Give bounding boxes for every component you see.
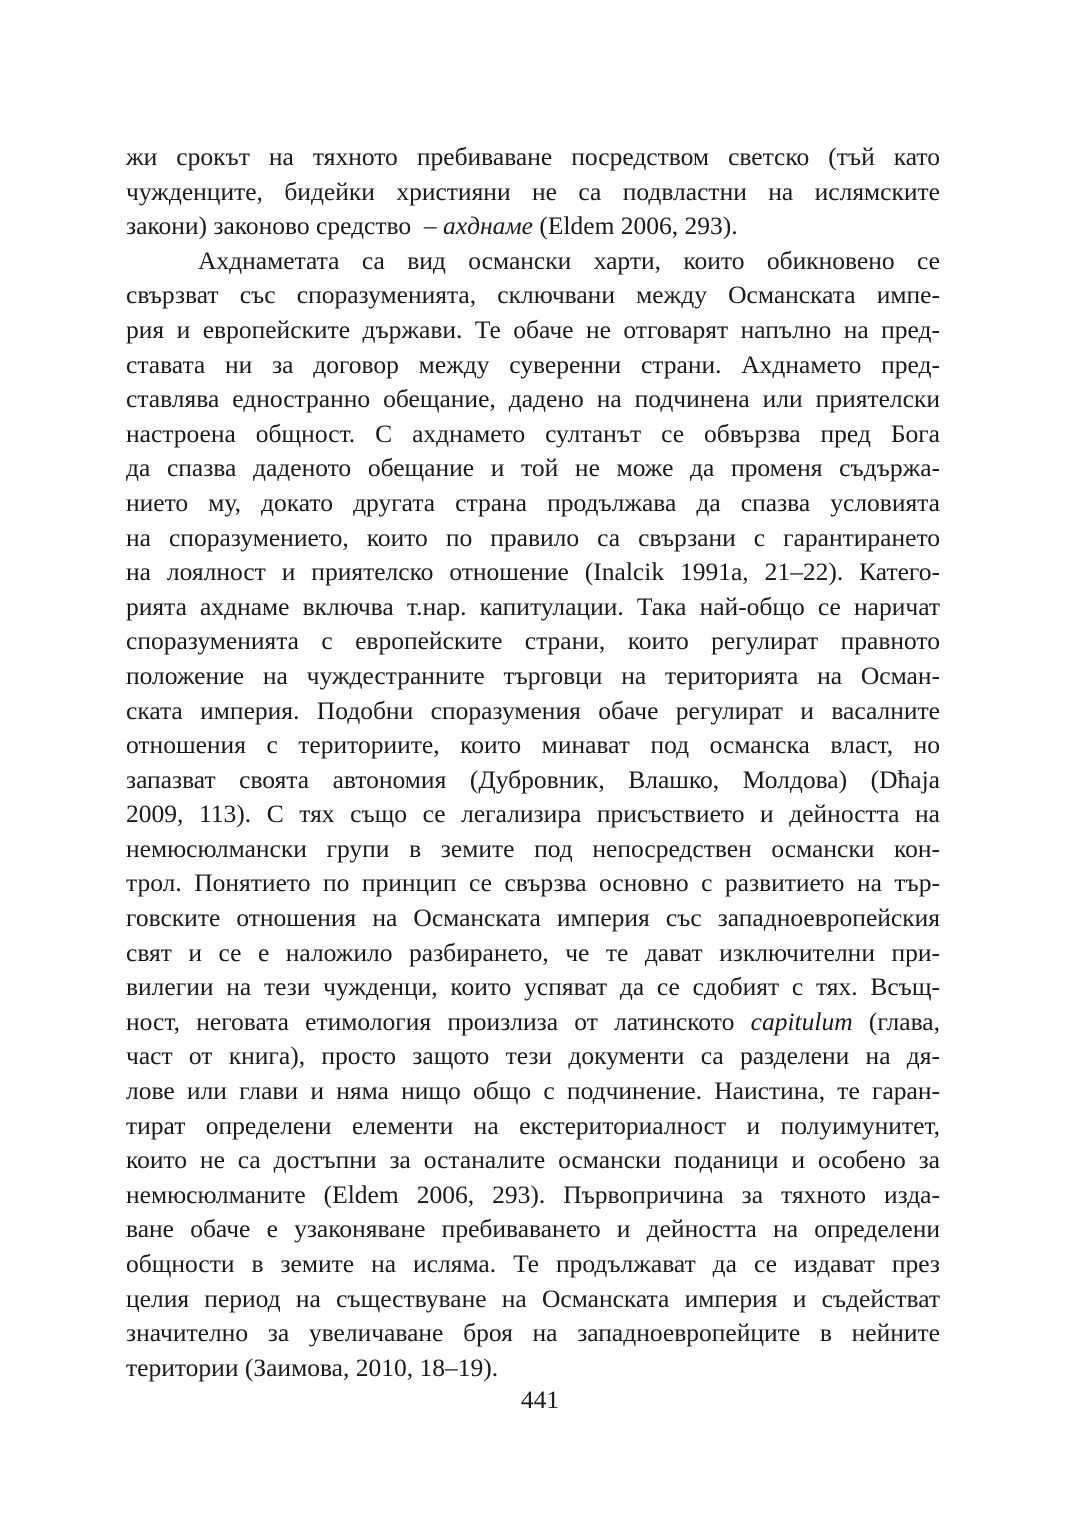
text-line: [126, 209, 940, 244]
text-line: Ахднаметата са вид османски харти, които обикновено се: [198, 245, 940, 275]
paragraph-2: [126, 244, 940, 1386]
text-line: лове или глави и няма нищо общо с подчинение. Наистина, те гаран-: [126, 1076, 940, 1106]
text-line: немюсюлманите (Eldem 2006, 293). Първопричина за тяхното изда-: [126, 1179, 940, 1209]
page-number: 441: [520, 1385, 560, 1414]
text-line: нието му, докато другата страна продължава да спазва условията: [126, 487, 940, 517]
text-line: свят и се е наложило разбирането, че те дават изключителни при-: [126, 937, 940, 967]
text-line: ската империя. Подобни споразумения обаче регулират и васалните: [126, 695, 940, 725]
text-line: вилегии на тези чужденци, които успяват да се сдобият с тях. Всъщ-: [126, 972, 940, 1002]
text-line: територии (Заимова, 2010, 18–19).: [126, 1352, 499, 1382]
text-line: ставата ни за договор между суверенни страни. Ахднамето пред-: [126, 349, 940, 379]
text-line: чужденците, бидейки християни не са подвластни на ислямските: [126, 176, 940, 206]
text-segment: (Eldem 2006, 293).: [532, 211, 738, 241]
text-line: отношения с териториите, които минават под османска власт, но: [126, 730, 940, 760]
italic-term: capitulum: [750, 1006, 853, 1036]
text-line: жи срокът на тяхното пребиваване посредством светско (тъй като: [126, 142, 940, 171]
text-line: които не са достъпни за останалите османски поданици и особено за: [126, 1145, 940, 1175]
text-line: общности в земите на исляма. Те продължават да се издават през: [126, 1249, 940, 1278]
text-line: целия период на съществуване на Османската империя и съдействат: [126, 1283, 940, 1313]
italic-term: ахднаме: [443, 211, 533, 241]
text-line: рията ахднаме включва т.нар. капитулации. Така най-общо се наричат: [126, 591, 940, 621]
text-line: 2009, 113). С тях също се легализира присъствието и дейността на: [126, 799, 940, 829]
text-segment: ност, неговата етимология произлиза от латинското: [126, 1006, 751, 1036]
text-line: запазват своята автономия (Дубровник, Влашко, Молдова) (Dħaja: [126, 764, 940, 794]
text-line: [126, 1005, 940, 1040]
text-line: споразуменията с европейските страни, които регулират правното: [126, 626, 940, 656]
text-line: рия и европейските държави. Те обаче не отговарят напълно на пред-: [126, 314, 940, 344]
text-line: значително за увеличаване броя на западноевропейците в нейните: [126, 1318, 940, 1348]
text-line: трол. Понятието по принцип се свързва основно с развитието на тър-: [126, 868, 940, 898]
text-line: положение на чуждестранните търговци на територията на Осман-: [126, 660, 940, 690]
text-line: част от книга), просто защото тези документи са разделени на дя-: [126, 1041, 940, 1071]
text-line: говските отношения на Османската империя със западноевропейския: [126, 903, 940, 933]
text-line: свързват със споразуменията, сключвани между Османската импе-: [126, 280, 940, 310]
text-line: ване обаче е узаконяване пребиваването и дейността на определени: [126, 1214, 940, 1244]
text-segment: (глава,: [852, 1006, 940, 1036]
text-segment: закони) законово средство –: [126, 211, 443, 241]
text-line: тират определени елементи на екстериториалност и полуимунитет,: [126, 1110, 940, 1140]
text-line: ставлява едностранно обещание, дадено на подчинена или приятелски: [126, 384, 940, 414]
text-line: да спазва даденото обещание и той не може да променя съдържа-: [126, 453, 940, 483]
text-line: настроена общност. С ахднамето султанът се обвързва пред Бога: [126, 418, 940, 448]
text-line: немюсюлмански групи в земите под непосредствен османски кон-: [126, 833, 940, 863]
text-line: на споразумението, които по правило са свързани с гарантирането: [126, 522, 940, 552]
document-page: [126, 140, 940, 1385]
paragraph-1: [126, 140, 940, 244]
text-line: на лоялност и приятелско отношение (Inalcik 1991a, 21–22). Катего-: [126, 557, 940, 587]
